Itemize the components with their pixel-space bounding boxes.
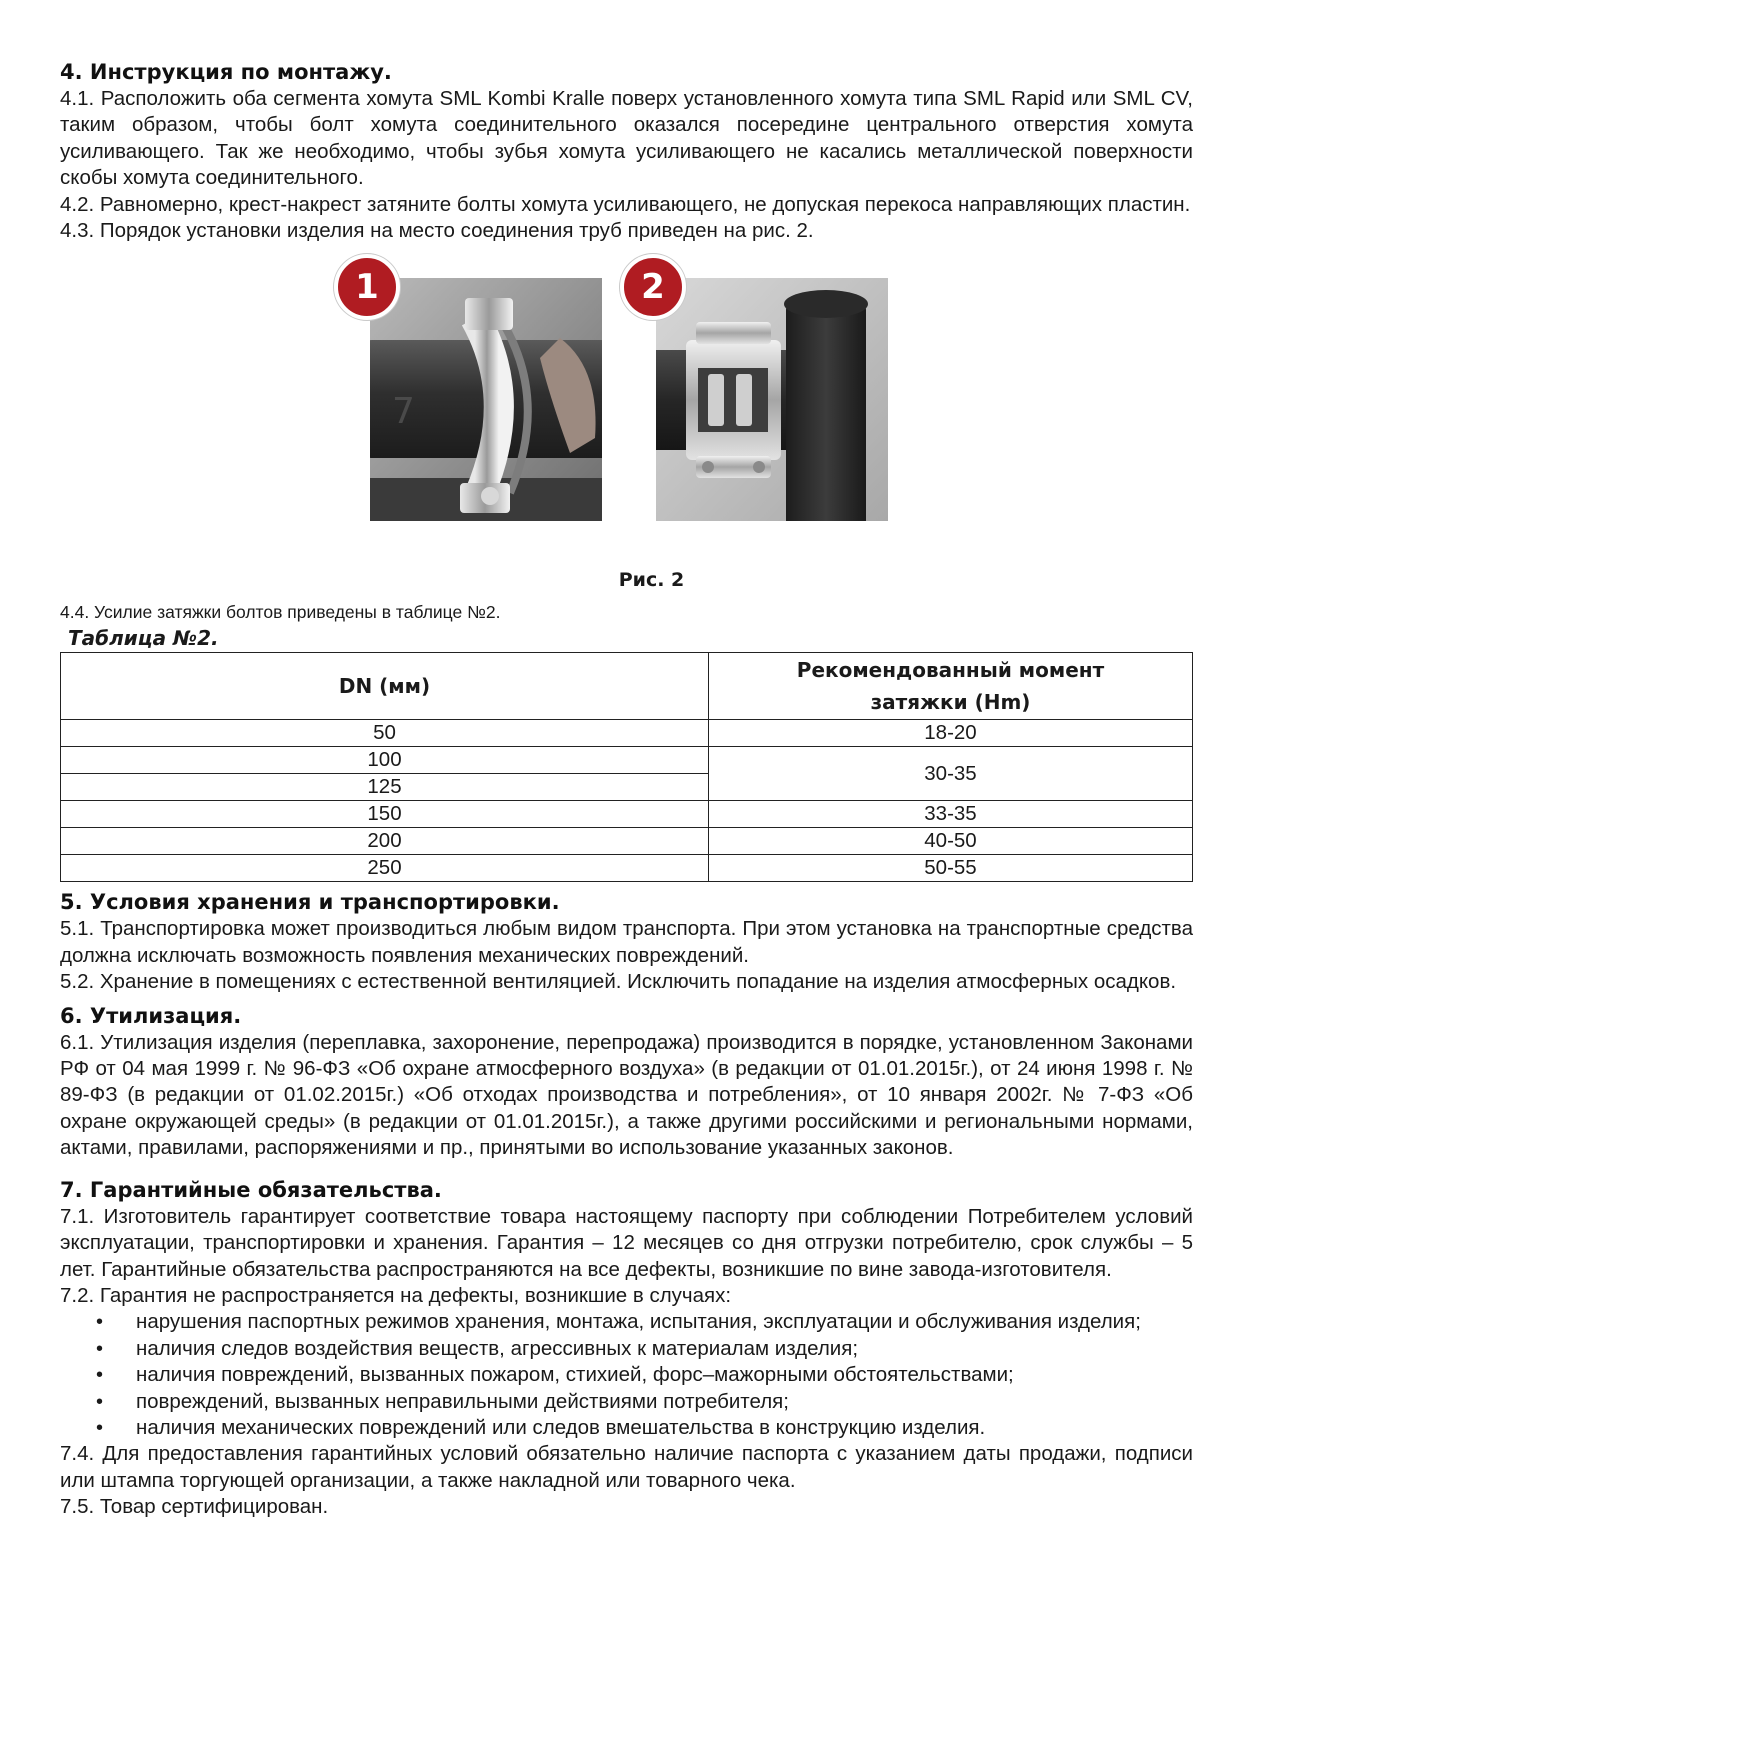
section5-heading: 5. Условия хранения и транспортировки. [60, 890, 560, 915]
torque-table [60, 652, 1193, 882]
section6-heading: 6. Утилизация. [60, 1003, 242, 1028]
table-row [61, 855, 1193, 882]
paragraph-4-1: 4.1. Расположить оба сегмента хомута SML Kombi Kralle поверх установленного хомута типа SML Rapid или SML CV, таким образом, чтобы болт хомута соединительного оказался посередине центрального отверстия хомута усиливающего. Так же необходимо, чтобы зубья хомута усиливающего не касались металлической поверхности скобы хомута соединительного. [60, 87, 1193, 190]
column-header-torque-line2: затяжки (Hm) [870, 690, 1031, 715]
table-row [61, 801, 1193, 828]
cell-dn: 50 [61, 720, 709, 747]
column-header-dn: DN (мм) [61, 653, 709, 720]
section4-heading: 4. Инструкция по монтажу. [60, 60, 392, 84]
photo-step-2 [656, 278, 888, 521]
list-item: • наличия следов воздействия веществ, агрессивных к материалам изделия; [60, 1336, 1193, 1362]
cell-dn: 125 [61, 774, 709, 801]
exclusions-list [60, 1309, 1193, 1441]
cell-dn: 250 [61, 855, 709, 882]
cell-torque: 33-35 [709, 801, 1193, 828]
step-2-badge: 2 [620, 254, 686, 320]
photo-step-1-image [370, 278, 602, 521]
list-item: • нарушения паспортных режимов хранения, монтажа, испытания, эксплуатации и обслуживания изделия; [60, 1309, 1193, 1335]
list-item: • наличия механических повреждений или следов вмешательства в конструкцию изделия. [60, 1415, 1193, 1441]
cell-dn: 200 [61, 828, 709, 855]
table-row [61, 747, 1193, 774]
figure-caption: Рис. 2 [618, 569, 685, 592]
paragraph-4-2: 4.2. Равномерно, крест-накрест затяните болты хомута усиливающего, не допуская перекоса направляющих пластин. [60, 192, 1191, 216]
photo-step-2-image [656, 278, 888, 521]
cell-torque: 40-50 [709, 828, 1193, 855]
step-1-badge: 1 [334, 254, 400, 320]
list-item: • наличия повреждений, вызванных пожаром, стихией, форс–мажорными обстоятельствами; [60, 1362, 1193, 1388]
figure-2 [60, 254, 1193, 566]
table-row [61, 828, 1193, 855]
paragraph-7-4: 7.4. Для предоставления гарантийных условий обязательно наличие паспорта с указанием даты продажи, подписи или штампа торгующей организации, а также накладной или товарного чека. [60, 1442, 1193, 1492]
table-caption: Таблица №2. [68, 626, 219, 651]
cell-torque: 30-35 [709, 747, 1193, 801]
document-page [60, 58, 1193, 1521]
paragraph-4-3: 4.3. Порядок установки изделия на место соединения труб приведен на рис. 2. [60, 219, 814, 243]
cell-dn: 150 [61, 801, 709, 828]
paragraph-7-2: 7.2. Гарантия не распространяется на дефекты, возникшие в случаях: [60, 1283, 732, 1307]
cell-torque: 18-20 [709, 720, 1193, 747]
svg-text:7: 7 [392, 391, 415, 433]
paragraph-7-5: 7.5. Товар сертифицирован. [60, 1495, 329, 1519]
paragraph-4-4: 4.4. Усилие затяжки болтов приведены в таблице №2. [60, 602, 501, 623]
section7-heading: 7. Гарантийные обязательства. [60, 1177, 442, 1202]
cell-torque: 50-55 [709, 855, 1193, 882]
photo-step-1 [370, 278, 602, 521]
list-item: • повреждений, вызванных неправильными действиями потребителя; [60, 1389, 1193, 1415]
cell-dn: 100 [61, 747, 709, 774]
paragraph-7-1: 7.1. Изготовитель гарантирует соответствие товара настоящему паспорту при соблюдении Потребителем условий эксплуатации, транспортировки и хранения. Гарантия – 12 месяцев со дня отгрузки потребителю, срок службы – 5 лет. Гарантийные обязательства распространяются на все дефекты, возникшие по вине завода-изготовителя. [60, 1204, 1193, 1281]
paragraph-5-2: 5.2. Хранение в помещениях с естественной вентиляцией. Исключить попадание на изделия атмосферных осадков. [60, 970, 1177, 994]
paragraph-6-1: 6.1. Утилизация изделия (переплавка, захоронение, перепродажа) производится в порядке, установленном Законами РФ от 04 мая 1999 г. № 96-ФЗ «Об охране атмосферного воздуха» (в редакции от 01.01.2015г.), от 24 июня 1998 г. № 89-ФЗ (в редакции от 01.02.2015г.) «Об отходах производства и потребления», от 10 января 2002г. № 7-ФЗ «Об охране окружающей среды» (в редакции от 01.01.2015г.), а также другими российскими и региональными нормами, актами, правилами, распоряжениями и пр., принятыми во использование указанных законов. [60, 1030, 1193, 1160]
paragraph-5-1: 5.1. Транспортировка может производиться любым видом транспорта. При этом установка на транспортные средства должна исключать возможность появления механических повреждений. [60, 917, 1193, 967]
column-header-torque [709, 653, 1193, 720]
table-header-row [61, 653, 1193, 720]
table-row [61, 720, 1193, 747]
column-header-torque-line1: Рекомендованный момент [796, 658, 1105, 683]
